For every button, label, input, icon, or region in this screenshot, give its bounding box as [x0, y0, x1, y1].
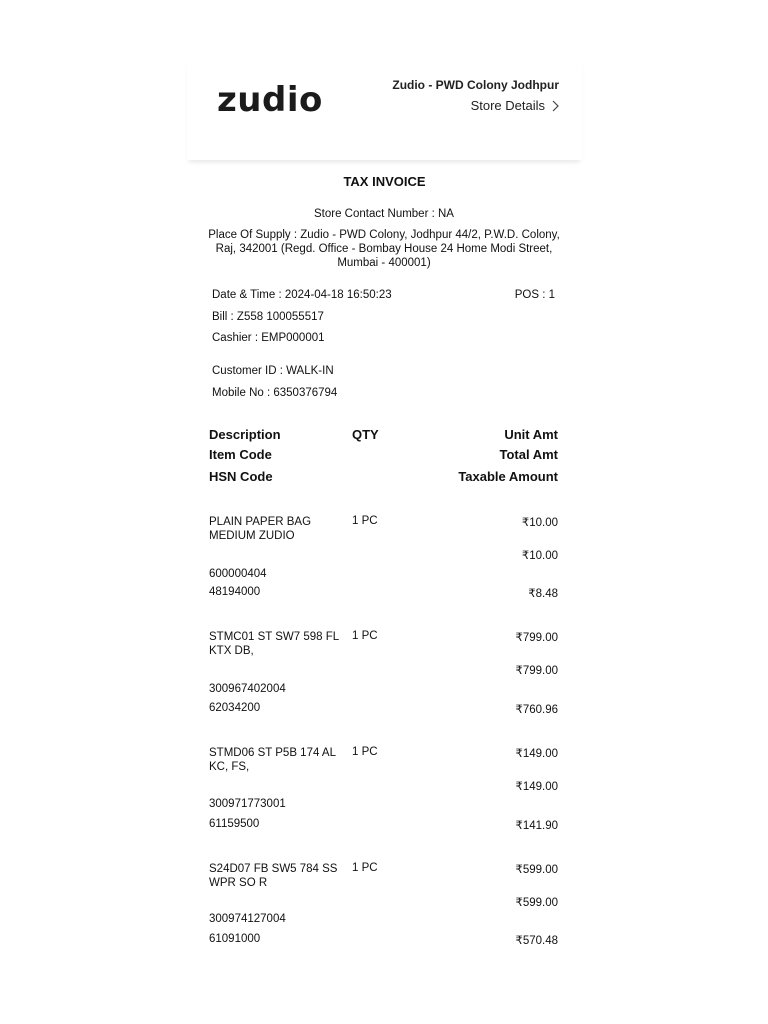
col-item-code: Item Code	[209, 447, 272, 462]
item-total-amt: ₹10.00	[521, 550, 558, 562]
item-code: 600000404	[209, 568, 267, 580]
store-details-link[interactable]	[471, 98, 560, 113]
col-taxable-amount: Taxable Amount	[458, 469, 558, 484]
item-taxable: ₹141.90	[515, 820, 558, 832]
item-hsn: 61091000	[209, 933, 261, 945]
item-unit-amt: ₹599.00	[515, 864, 558, 876]
col-qty: QTY	[352, 427, 379, 442]
store-details-label: Store Details	[470, 98, 545, 113]
item-unit-amt: ₹10.00	[521, 517, 558, 529]
col-description: Description	[209, 427, 281, 442]
place-of-supply: Place Of Supply : Zudio - PWD Colony, Jodhpur 44/2, P.W.D. Colony, Raj, 342001 (Regd. Office - Bombay House 24 Home Modi Street, Mumbai - 400001)	[208, 229, 560, 269]
item-code: 300971773001	[209, 798, 286, 810]
chevron-right-icon	[551, 100, 560, 112]
item-hsn: 62034200	[209, 702, 261, 714]
item-taxable: ₹8.48	[528, 588, 558, 600]
item-qty: 1 PC	[352, 746, 378, 758]
col-unit-amt: Unit Amt	[504, 427, 558, 442]
store-contact: Store Contact Number : NA	[314, 208, 454, 220]
item-code: 300967402004	[209, 683, 286, 695]
item-unit-amt: ₹149.00	[515, 748, 558, 760]
item-taxable: ₹760.96	[515, 704, 558, 716]
bill-number: Bill : Z558 100055517	[212, 311, 324, 323]
store-header	[187, 60, 582, 160]
item-description: STMC01 ST SW7 598 FL KTX DB,	[209, 631, 339, 657]
customer-id: Customer ID : WALK-IN	[212, 365, 334, 377]
col-hsn-code: HSN Code	[209, 469, 273, 484]
item-description: STMD06 ST P5B 174 AL KC, FS,	[209, 747, 336, 773]
mobile-number: Mobile No : 6350376794	[212, 387, 338, 399]
cashier: Cashier : EMP000001	[212, 332, 325, 344]
store-name: Zudio - PWD Colony Jodhpur	[392, 78, 559, 92]
item-total-amt: ₹149.00	[515, 781, 558, 793]
col-total-amt: Total Amt	[499, 447, 558, 462]
item-qty: 1 PC	[352, 862, 378, 874]
item-hsn: 48194000	[209, 586, 261, 598]
item-total-amt: ₹799.00	[515, 665, 558, 677]
item-taxable: ₹570.48	[515, 935, 558, 947]
date-time: Date & Time : 2024-04-18 16:50:23	[212, 289, 392, 301]
item-code: 300974127004	[209, 913, 286, 925]
item-hsn: 61159500	[209, 818, 260, 830]
zudio-logo: zudio	[217, 80, 323, 120]
item-qty: 1 PC	[352, 630, 378, 642]
item-description: PLAIN PAPER BAG MEDIUM ZUDIO	[209, 516, 312, 542]
invoice-title: TAX INVOICE	[343, 174, 426, 189]
item-unit-amt: ₹799.00	[515, 632, 558, 644]
item-qty: 1 PC	[352, 515, 378, 527]
item-description: S24D07 FB SW5 784 SS WPR SO R	[209, 863, 338, 889]
item-total-amt: ₹599.00	[515, 897, 558, 909]
pos-number: POS : 1	[514, 289, 555, 301]
